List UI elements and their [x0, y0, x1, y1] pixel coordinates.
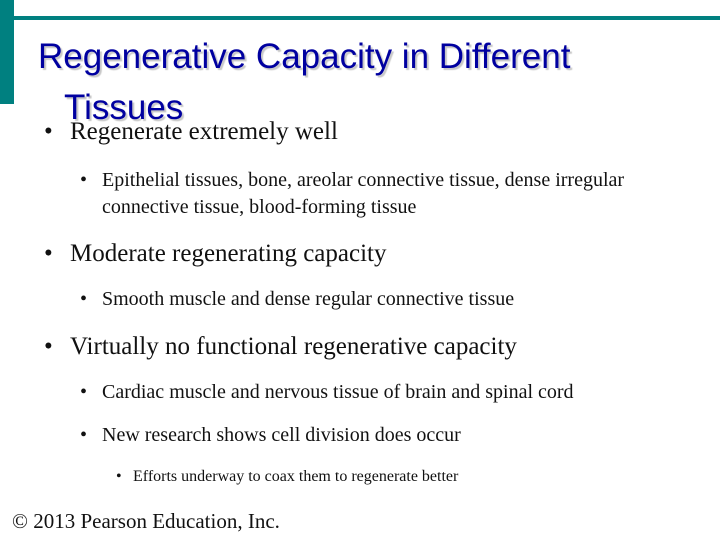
- bullet-dot: •: [116, 468, 122, 485]
- copyright-footer: © 2013 Pearson Education, Inc.: [12, 509, 280, 533]
- bullet-level-1: [44, 117, 338, 147]
- bullet-level-1: [44, 239, 387, 269]
- bullet-dot: •: [80, 424, 88, 446]
- bullet-level-2: [80, 422, 680, 449]
- bullet-text: New research shows cell division does occur: [102, 424, 461, 446]
- bullet-text: Cardiac muscle and nervous tissue of brain and spinal cord: [102, 381, 574, 403]
- bullet-level-1: [44, 332, 517, 362]
- bullet-level-2: [80, 286, 680, 313]
- bullet-dot: •: [44, 118, 53, 145]
- title-line-2: Tissues: [64, 87, 184, 127]
- bullet-dot: •: [44, 240, 53, 267]
- bullet-dot: •: [44, 333, 53, 360]
- bullet-level-3: [116, 467, 458, 487]
- top-accent-bar: [0, 16, 720, 20]
- bullet-level-2: [80, 167, 680, 221]
- bullet-text: Moderate regenerating capacity: [70, 240, 387, 267]
- bullet-dot: •: [80, 169, 88, 191]
- bullet-dot: •: [80, 288, 88, 310]
- bullet-text: Smooth muscle and dense regular connective tissue: [102, 288, 515, 310]
- bullet-text: Epithelial tissues, bone, areolar connective tissue, dense irregular connective tissue, blood-forming tissue: [102, 169, 625, 218]
- bullet-text: Regenerate extremely well: [70, 118, 338, 145]
- bullet-text: Virtually no functional regenerative capacity: [70, 333, 517, 360]
- bullet-level-2: [80, 379, 680, 406]
- left-accent-bar: [0, 0, 14, 104]
- title-line-1: Regenerative Capacity in Different: [38, 37, 571, 76]
- bullet-dot: •: [80, 381, 88, 403]
- bullet-text: Efforts underway to coax them to regenerate better: [133, 468, 459, 485]
